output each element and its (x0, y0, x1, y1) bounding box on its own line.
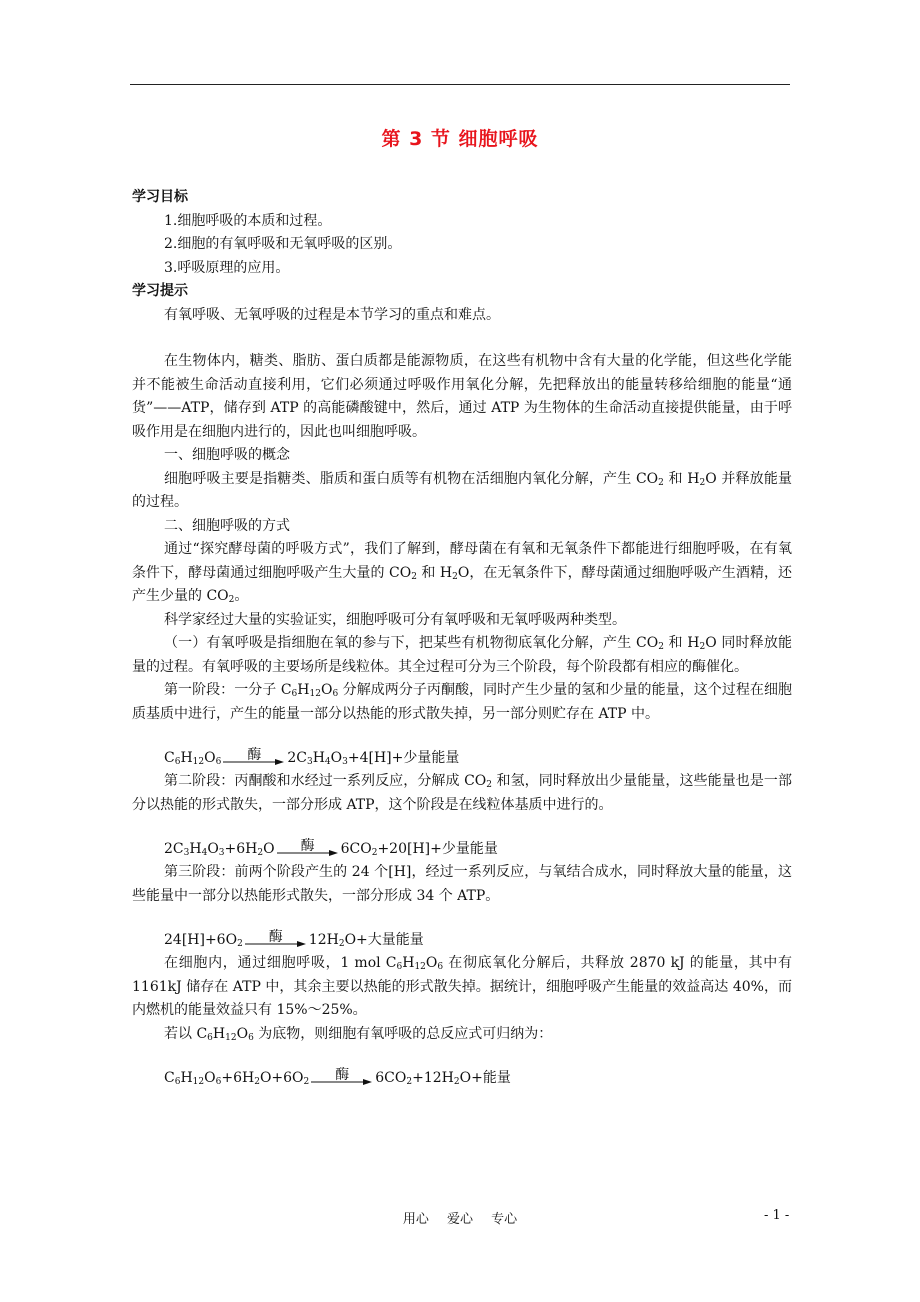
page-number: - 1 - (764, 1208, 790, 1223)
header-rule (130, 84, 790, 85)
yeast-paragraph: 通过“探究酵母菌的呼吸方式”，我们了解到，酵母菌在有氧和无氧条件下都能进行细胞呼吸，在有氧条件下，酵母菌通过细胞呼吸产生大量的 $CO_2$ 和 $H_2O$，在无氧条件下，酵母菌通过细胞呼吸产生酒精，还产生少量的 $CO_2$。 (132, 541, 792, 605)
objective-item: 1.细胞呼吸的本质和过程。 (164, 212, 332, 229)
stage2-paragraph: 第二阶段：丙酮酸和水经过一系列反应，分解成 $CO_2$ 和氢，同时释放出少量能量，这些能量也是一部分以热能的形式散失，一部分形成 ATP，这个阶段是在线粒体基质中进行的。 (132, 773, 792, 813)
footer-motto: 用心 爱心 专心 (402, 1212, 518, 1227)
types-paragraph: 科学家经过大量的实验证实，细胞呼吸可分有氧呼吸和无氧呼吸两种类型。 (164, 611, 626, 628)
intro-paragraph: 在生物体内，糖类、脂肪、蛋白质都是能源物质，在这些有机物中含有大量的化学能，但这些化学能并不能被生命活动直接利用，它们必须通过呼吸作用氧化分解，先把释放出的能量转移给细胞的能量“通货”——ATP，储存到 ATP 的高能磷酸键中，然后，通过 ATP 为生物体的生命活动直接提供能量，由于呼吸作用是在细胞内进行的，因此也叫细胞呼吸。 (132, 353, 792, 440)
reaction-arrow-icon: 酶 (223, 748, 285, 770)
stage1-paragraph: 第一阶段：一分子 $C_6H_{12}O_6$ 分解成两分子丙酮酸，同时产生少量的氢和少量的能量，这个过程在细胞质基质中进行，产生的能量一部分以热能的形式散失掉，另一部分则贮存在 ATP 中。 (132, 682, 792, 722)
hints-text: 有氧呼吸、无氧呼吸的过程是本节学习的重点和难点。 (164, 306, 500, 323)
equation-overall: $C_6H_{12}O_6+6H_2O+6O_2$ 酶 $6CO_2+12H_2O+$能量 (132, 1046, 792, 1090)
reaction-arrow-icon: 酶 (311, 1068, 373, 1090)
energy-paragraph: 在细胞内，通过细胞呼吸，1 mol $C_6H_{12}O_6$ 在彻底氧化分解后，共释放 2870 kJ 的能量，其中有 1161kJ 储存在 ATP 中，其余主要以热能的形式散失掉。据统计，细胞呼吸产生能量的效益高达 40%，而内燃机的能量效益只有 15%～25%。 (132, 955, 792, 1018)
hints-heading: 学习提示 (132, 283, 188, 299)
document-body (132, 186, 792, 1090)
equation-stage3: $24[H]+6O_2$ 酶 $12H_2O+$大量能量 (132, 908, 792, 952)
objective-item: 3.呼吸原理的应用。 (164, 259, 290, 276)
summary-paragraph: 若以 $C_6H_{12}O_6$ 为底物，则细胞有氧呼吸的总反应式可归纳为： (164, 1025, 553, 1043)
reaction-arrow-icon: 酶 (277, 839, 339, 861)
objective-item: 2.细胞的有氧呼吸和无氧呼吸的区别。 (164, 236, 402, 252)
equation-stage1: $C_6H_{12}O_6$ 酶 $2C_3H_4O_3+4[H]+$少量能量 (132, 726, 792, 770)
aerobic-paragraph: （一）有氧呼吸是指细胞在氧的参与下，把某些有机物彻底氧化分解，产生 $CO_2$ 和 $H_2O$ 同时释放能量的过程。有氧呼吸的主要场所是线粒体。其全过程可分为三个阶段，每个阶段都有相应的酶催化。 (132, 635, 793, 675)
page-title: 第 3 节 细胞呼吸 (381, 128, 539, 150)
section1-paragraph: 细胞呼吸主要是指糖类、脂质和蛋白质等有机物在活细胞内氧化分解，产生 $CO_2$ 和 $H_2O$ 并释放能量的过程。 (132, 470, 792, 510)
section2-heading: 二、细胞呼吸的方式 (164, 517, 290, 534)
reaction-arrow-icon: 酶 (245, 930, 307, 952)
stage3-paragraph: 第三阶段：前两个阶段产生的 24 个[H]，经过一系列反应，与氧结合成水，同时释放大量的能量，这些能量中一部分以热能形式散失，一部分形成 34 个 ATP。 (132, 864, 792, 904)
objectives-heading: 学习目标 (132, 189, 188, 205)
section1-heading: 一、细胞呼吸的概念 (164, 447, 290, 463)
equation-stage2: $2C_3H_4O_3+6H_2O$ 酶 $6CO_2+20[H]+$少量能量 (132, 817, 792, 861)
